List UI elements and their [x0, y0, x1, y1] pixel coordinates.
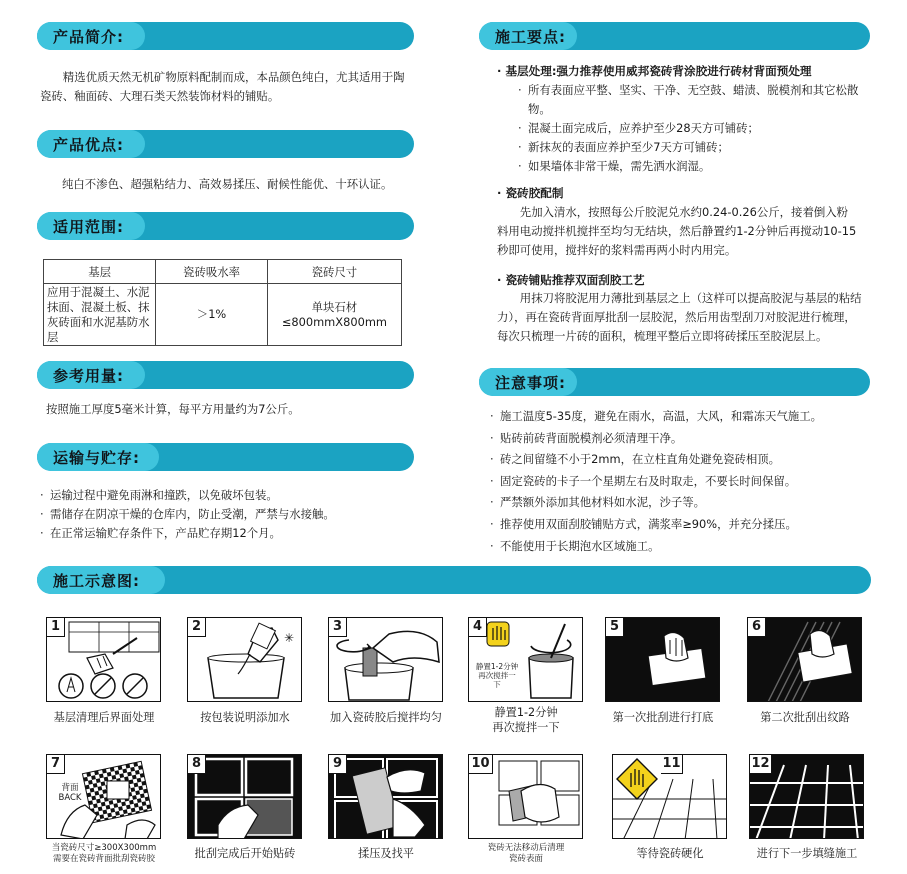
notes-list: [490, 406, 890, 557]
construction-title: 施工要点:: [495, 28, 566, 46]
step-number: 3: [329, 618, 347, 637]
step-4-panel: [468, 617, 583, 702]
usage-header: [37, 361, 414, 389]
notes-item: · 贴砖前砖背面脱模剂必须清理干净。: [490, 428, 890, 450]
intro-body: 精选优质天然无机矿物原料配制而成，本品颜色纯白，尤其适用于陶瓷砖、釉面砖、大理石类天然装饰材料的铺贴。: [40, 70, 405, 103]
step-4-inset-label: 静置1-2分钟 再次搅拌一下: [475, 662, 519, 689]
base-treatment-list: [518, 81, 863, 176]
base-treatment-item: · 所有表面应平整、坚实、干净、无空鼓、蜡渍、脱模剂和其它松散物。: [518, 81, 863, 119]
notes-item: · 不能使用于长期泡水区域施工。: [490, 536, 890, 558]
intro-title: 产品简介:: [53, 28, 124, 46]
step-3-panel: [328, 617, 443, 702]
base-treatment-title: · 基层处理:强力推荐使用威邦瓷砖背涂胶进行砖材背面预处理: [497, 64, 812, 78]
scope-col-base: 基层: [44, 260, 156, 284]
scope-title: 适用范围:: [53, 218, 124, 236]
scope-table-row: [44, 284, 402, 346]
step-1-panel: [46, 617, 161, 702]
notes-title: 注意事项:: [495, 374, 566, 392]
step-6-caption: 第二次批刮出纹路: [760, 711, 850, 724]
step-7-caption: 当瓷砖尺寸≥300X300mm 需要在瓷砖背面批刮瓷砖胶: [51, 843, 157, 864]
step-12-caption: 进行下一步填缝施工: [756, 847, 858, 860]
step-2-caption: 按包装说明添加水: [200, 711, 290, 724]
storage-item: · 在正常运输贮存条件下，产品贮存期12个月。: [40, 524, 415, 543]
step-12-panel: [749, 754, 864, 839]
step-number: 5: [606, 618, 624, 637]
advantages-title: 产品优点:: [53, 136, 124, 154]
base-treatment-item: · 新抹灰的表面应养护至少7天方可铺砖；: [518, 138, 863, 157]
step-7-panel: [46, 754, 161, 839]
lay-title-text: 瓷砖铺贴推荐双面刮胶工艺: [505, 273, 645, 287]
notes-item: · 施工温度5-35度，避免在雨水，高温，大风，和霜冻天气施工。: [490, 406, 890, 428]
storage-header: [37, 443, 414, 471]
notes-header: [479, 368, 870, 396]
notes-item: · 砖之间留缝不小于2mm，在立柱直角处避免瓷砖相顶。: [490, 449, 890, 471]
step-4-caption: 静置1-2分钟 再次搅拌一下: [492, 706, 560, 734]
base-treatment-item: · 混凝土面完成后，应养护至少28天方可铺砖；: [518, 119, 863, 138]
mix-title: · 瓷砖胶配制: [497, 186, 564, 200]
step-11-panel: [612, 754, 727, 839]
step-10-caption: 瓷砖无法移动后清理 瓷砖表面: [487, 843, 565, 864]
scope-table: [43, 259, 402, 346]
advantages-body: 纯白不渗色、超强粘结力、高效易揉压、耐候性能优、十环认证。: [62, 177, 393, 191]
step-8-caption: 批刮完成后开始贴砖: [194, 847, 296, 860]
step-number: 10: [469, 755, 493, 774]
step-number: 4: [469, 618, 487, 637]
step-7-inset-label: 背面 BACK: [58, 783, 82, 803]
storage-item: · 运输过程中避免雨淋和撞跌，以免破坏包装。: [40, 486, 415, 505]
storage-item: · 需储存在阴凉干燥的仓库内，防止受潮，严禁与水接触。: [40, 505, 415, 524]
step-number: 12: [750, 755, 772, 774]
step-number: 2: [188, 618, 206, 637]
usage-body: 按照施工厚度5毫米计算，每平方用量约为7公斤。: [46, 402, 300, 416]
step-5-panel: [605, 617, 720, 702]
notes-item: · 固定瓷砖的卡子一个星期左右及时取走，不要长时间保留。: [490, 471, 890, 493]
scope-col-size: 瓷砖尺寸: [267, 260, 401, 284]
step-11-caption: 等待瓷砖硬化: [636, 847, 704, 860]
step-6-panel: [747, 617, 862, 702]
lay-body: 用抹刀将胶泥用力薄批到基层之上（这样可以提高胶泥与基层的粘结力），再在瓷砖背面厚批刮一层胶泥，然后用齿型刮刀对胶泥进行梳理，每次只梳理一片砖的面积，梳理平整后立即将砖揉压至胶泥层上。: [497, 291, 862, 343]
step-number: 1: [47, 618, 65, 637]
step-number: 9: [329, 755, 347, 774]
intro-header: [37, 22, 414, 50]
step-9-panel: [328, 754, 443, 839]
step-3-caption: 加入瓷砖胶后搅拌均匀: [330, 711, 442, 724]
notes-item: · 推荐使用双面刮胶铺贴方式，满浆率≥90%，并充分揉压。: [490, 514, 890, 536]
step-9-caption: 揉压及找平: [358, 847, 414, 860]
step-number: 11: [661, 755, 683, 774]
mix-body: 先加入清水，按照每公斤胶泥兑水约0.24-0.26公斤，接着倒入粉料用电动搅拌机搅拌至均匀无结块，然后静置约1-2分钟后再搅动10-15秒即可使用，搅拌好的浆料需再两小时内用完。: [497, 205, 857, 257]
scope-cell-absorption: ＞1%: [156, 284, 268, 346]
scope-cell-base: 应用于混凝土、水泥抹面、混凝土板、抹灰砖面和水泥基防水层: [44, 284, 156, 346]
step-10-panel: [468, 754, 583, 839]
advantages-header: [37, 130, 414, 158]
diagram-header: [37, 566, 871, 594]
usage-title: 参考用量:: [53, 367, 124, 385]
step-number: 7: [47, 755, 65, 774]
scope-col-absorption: 瓷砖吸水率: [156, 260, 268, 284]
storage-title: 运输与贮存:: [53, 449, 140, 467]
scope-header: [37, 212, 414, 240]
diagram-title: 施工示意图:: [53, 572, 140, 590]
step-1-caption: 基层清理后界面处理: [53, 711, 155, 724]
construction-header: [479, 22, 870, 50]
base-treatment-title-text: 基层处理:强力推荐使用威邦瓷砖背涂胶进行砖材背面预处理: [505, 64, 812, 78]
scope-cell-size: 单块石材≤800mmX800mm: [267, 284, 401, 346]
notes-item: · 严禁额外添加其他材料如水泥，沙子等。: [490, 492, 890, 514]
step-number: 8: [188, 755, 206, 774]
lay-title: · 瓷砖铺贴推荐双面刮胶工艺: [497, 273, 645, 287]
step-5-caption: 第一次批刮进行打底: [612, 711, 714, 724]
storage-list: [40, 486, 415, 543]
base-treatment-item: · 如果墙体非常干燥，需先洒水润湿。: [518, 157, 863, 176]
svg-text:✳: ✳: [284, 631, 295, 645]
scope-table-header-row: [44, 260, 402, 284]
step-8-panel: [187, 754, 302, 839]
mix-title-text: 瓷砖胶配制: [505, 186, 564, 200]
step-number: 6: [748, 618, 766, 637]
step-2-panel: [187, 617, 302, 702]
